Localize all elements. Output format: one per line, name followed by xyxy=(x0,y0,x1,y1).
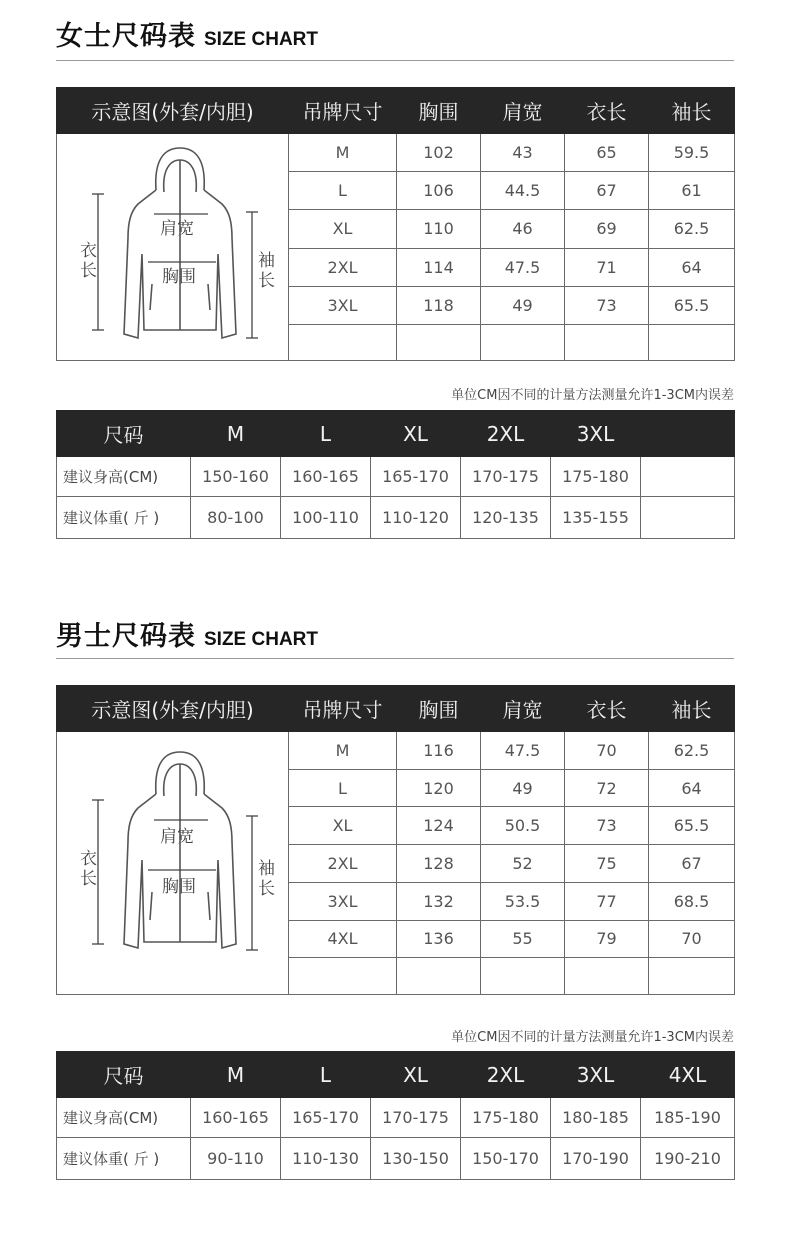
rec-header-size: 尺码 xyxy=(57,411,191,457)
cell-shoulder: 47.5 xyxy=(481,248,565,286)
rec-header-size: 尺码 xyxy=(57,1052,191,1098)
rec-cell: 185-190 xyxy=(641,1098,735,1138)
cell-chest: 114 xyxy=(397,248,481,286)
rec-header-col: L xyxy=(281,1052,371,1098)
cell-chest: 106 xyxy=(397,172,481,210)
men-measurement-table xyxy=(56,685,735,995)
cell-sleeve: 65.5 xyxy=(649,807,735,845)
rec-header-col: 3XL xyxy=(551,411,641,457)
men-rec-header-row xyxy=(57,1052,735,1098)
cell-chest xyxy=(397,324,481,360)
cell-size: 4XL xyxy=(289,920,397,958)
table-row xyxy=(57,497,735,539)
cell-size: 3XL xyxy=(289,882,397,920)
cell-chest: 102 xyxy=(397,134,481,172)
rec-header-col: M xyxy=(191,1052,281,1098)
header-shoulder: 肩宽 xyxy=(481,686,565,732)
women-measurement-table xyxy=(56,87,735,361)
cell-shoulder: 53.5 xyxy=(481,882,565,920)
diagram-label-chest: 胸围 xyxy=(161,877,196,897)
header-tag-size: 吊牌尺寸 xyxy=(289,686,397,732)
table-row xyxy=(57,732,735,770)
cell-chest: 120 xyxy=(397,769,481,807)
jacket-diagram xyxy=(58,134,288,356)
cell-sleeve: 64 xyxy=(649,769,735,807)
women-recommendation-table xyxy=(56,410,735,539)
cell-length: 67 xyxy=(565,172,649,210)
diagram-label-shoulder: 肩宽 xyxy=(159,219,194,239)
cell-chest: 136 xyxy=(397,920,481,958)
cell-shoulder: 55 xyxy=(481,920,565,958)
rec-cell: 110-120 xyxy=(371,497,461,539)
cell-chest: 110 xyxy=(397,210,481,248)
cell-shoulder: 47.5 xyxy=(481,732,565,770)
cell-sleeve: 68.5 xyxy=(649,882,735,920)
cell-length: 72 xyxy=(565,769,649,807)
men-section xyxy=(0,600,790,1200)
cell-size: 2XL xyxy=(289,248,397,286)
cell-size: L xyxy=(289,172,397,210)
rec-cell: 120-135 xyxy=(461,497,551,539)
women-title-cn: 女士尺码表 xyxy=(56,21,196,52)
rec-cell: 190-210 xyxy=(641,1138,735,1180)
cell-length: 79 xyxy=(565,920,649,958)
cell-chest: 124 xyxy=(397,807,481,845)
jacket-diagram-cell xyxy=(57,732,289,995)
cell-size: 2XL xyxy=(289,845,397,883)
women-title-en: SIZE CHART xyxy=(204,29,318,50)
cell-shoulder: 46 xyxy=(481,210,565,248)
cell-shoulder: 43 xyxy=(481,134,565,172)
table-row xyxy=(57,1138,735,1180)
women-section xyxy=(0,0,790,560)
rec-cell: 100-110 xyxy=(281,497,371,539)
cell-chest: 118 xyxy=(397,286,481,324)
cell-sleeve: 59.5 xyxy=(649,134,735,172)
table-row xyxy=(57,1098,735,1138)
rec-cell: 165-170 xyxy=(371,457,461,497)
cell-size: L xyxy=(289,769,397,807)
rec-header-col: 4XL xyxy=(641,1052,735,1098)
cell-shoulder: 49 xyxy=(481,769,565,807)
jacket-diagram xyxy=(58,732,288,990)
cell-sleeve xyxy=(649,958,735,995)
rec-cell xyxy=(641,497,735,539)
women-section-title xyxy=(56,14,318,53)
women-rec-header-row xyxy=(57,411,735,457)
cell-shoulder: 49 xyxy=(481,286,565,324)
rec-cell xyxy=(641,457,735,497)
cell-size xyxy=(289,958,397,995)
men-title-rule xyxy=(56,658,734,659)
rec-cell: 160-165 xyxy=(281,457,371,497)
cell-length xyxy=(565,958,649,995)
diagram-label-sleeve-2: 长 xyxy=(257,271,275,291)
cell-sleeve: 61 xyxy=(649,172,735,210)
cell-sleeve: 70 xyxy=(649,920,735,958)
header-sleeve: 袖长 xyxy=(649,88,735,134)
rec-cell: 110-130 xyxy=(281,1138,371,1180)
cell-shoulder: 44.5 xyxy=(481,172,565,210)
cell-sleeve: 67 xyxy=(649,845,735,883)
rec-cell: 135-155 xyxy=(551,497,641,539)
cell-chest: 128 xyxy=(397,845,481,883)
diagram-label-sleeve-2: 长 xyxy=(257,879,275,899)
women-measurement-note: 单位CM因不同的计量方法测量允许1-3CM内误差 xyxy=(451,388,734,403)
cell-length: 65 xyxy=(565,134,649,172)
men-table-header-row xyxy=(57,686,735,732)
cell-length: 70 xyxy=(565,732,649,770)
rec-cell: 180-185 xyxy=(551,1098,641,1138)
cell-chest: 116 xyxy=(397,732,481,770)
cell-sleeve: 62.5 xyxy=(649,210,735,248)
rec-cell: 90-110 xyxy=(191,1138,281,1180)
cell-length xyxy=(565,324,649,360)
cell-sleeve: 65.5 xyxy=(649,286,735,324)
jacket-diagram-cell xyxy=(57,134,289,361)
rec-cell: 150-160 xyxy=(191,457,281,497)
table-row xyxy=(57,457,735,497)
cell-length: 73 xyxy=(565,807,649,845)
diagram-label-length-1: 衣 xyxy=(79,849,97,869)
rec-cell: 175-180 xyxy=(461,1098,551,1138)
rec-header-col: XL xyxy=(371,1052,461,1098)
rec-row-label: 建议体重( 斤 ) xyxy=(57,1138,191,1180)
rec-row-label: 建议身高(CM) xyxy=(57,1098,191,1138)
rec-header-col: XL xyxy=(371,411,461,457)
header-sleeve: 袖长 xyxy=(649,686,735,732)
cell-chest xyxy=(397,958,481,995)
women-title-rule xyxy=(56,60,734,61)
rec-header-col: 2XL xyxy=(461,411,551,457)
men-section-title xyxy=(56,614,318,653)
cell-size: M xyxy=(289,134,397,172)
cell-sleeve xyxy=(649,324,735,360)
cell-length: 75 xyxy=(565,845,649,883)
header-diagram: 示意图(外套/内胆) xyxy=(57,686,289,732)
diagram-label-length-2: 长 xyxy=(79,261,97,281)
cell-shoulder xyxy=(481,324,565,360)
rec-cell: 170-190 xyxy=(551,1138,641,1180)
rec-cell: 165-170 xyxy=(281,1098,371,1138)
men-measurement-note: 单位CM因不同的计量方法测量允许1-3CM内误差 xyxy=(451,1030,734,1045)
rec-header-col xyxy=(641,411,735,457)
rec-header-col: L xyxy=(281,411,371,457)
diagram-label-sleeve-1: 袖 xyxy=(257,859,275,879)
header-chest: 胸围 xyxy=(397,686,481,732)
diagram-label-shoulder: 肩宽 xyxy=(159,827,194,847)
rec-cell: 170-175 xyxy=(461,457,551,497)
men-title-cn: 男士尺码表 xyxy=(56,621,196,652)
header-tag-size: 吊牌尺寸 xyxy=(289,88,397,134)
women-table-header-row xyxy=(57,88,735,134)
cell-length: 77 xyxy=(565,882,649,920)
rec-cell: 175-180 xyxy=(551,457,641,497)
rec-row-label: 建议身高(CM) xyxy=(57,457,191,497)
cell-sleeve: 62.5 xyxy=(649,732,735,770)
header-length: 衣长 xyxy=(565,686,649,732)
cell-length: 71 xyxy=(565,248,649,286)
rec-header-col: 3XL xyxy=(551,1052,641,1098)
cell-size xyxy=(289,324,397,360)
diagram-label-chest: 胸围 xyxy=(161,267,196,287)
cell-length: 73 xyxy=(565,286,649,324)
diagram-label-length-2: 长 xyxy=(79,869,97,889)
rec-cell: 170-175 xyxy=(371,1098,461,1138)
rec-cell: 150-170 xyxy=(461,1138,551,1180)
rec-cell: 80-100 xyxy=(191,497,281,539)
header-chest: 胸围 xyxy=(397,88,481,134)
diagram-label-length-1: 衣 xyxy=(79,241,97,261)
cell-sleeve: 64 xyxy=(649,248,735,286)
rec-header-col: 2XL xyxy=(461,1052,551,1098)
header-length: 衣长 xyxy=(565,88,649,134)
header-shoulder: 肩宽 xyxy=(481,88,565,134)
diagram-label-sleeve-1: 袖 xyxy=(257,251,275,271)
cell-size: XL xyxy=(289,807,397,845)
cell-size: 3XL xyxy=(289,286,397,324)
header-diagram: 示意图(外套/内胆) xyxy=(57,88,289,134)
men-recommendation-table xyxy=(56,1051,735,1180)
cell-shoulder: 52 xyxy=(481,845,565,883)
rec-header-col: M xyxy=(191,411,281,457)
cell-shoulder xyxy=(481,958,565,995)
cell-shoulder: 50.5 xyxy=(481,807,565,845)
cell-size: XL xyxy=(289,210,397,248)
rec-cell: 160-165 xyxy=(191,1098,281,1138)
table-row xyxy=(57,134,735,172)
cell-size: M xyxy=(289,732,397,770)
cell-length: 69 xyxy=(565,210,649,248)
rec-row-label: 建议体重( 斤 ) xyxy=(57,497,191,539)
cell-chest: 132 xyxy=(397,882,481,920)
rec-cell: 130-150 xyxy=(371,1138,461,1180)
men-title-en: SIZE CHART xyxy=(204,629,318,650)
